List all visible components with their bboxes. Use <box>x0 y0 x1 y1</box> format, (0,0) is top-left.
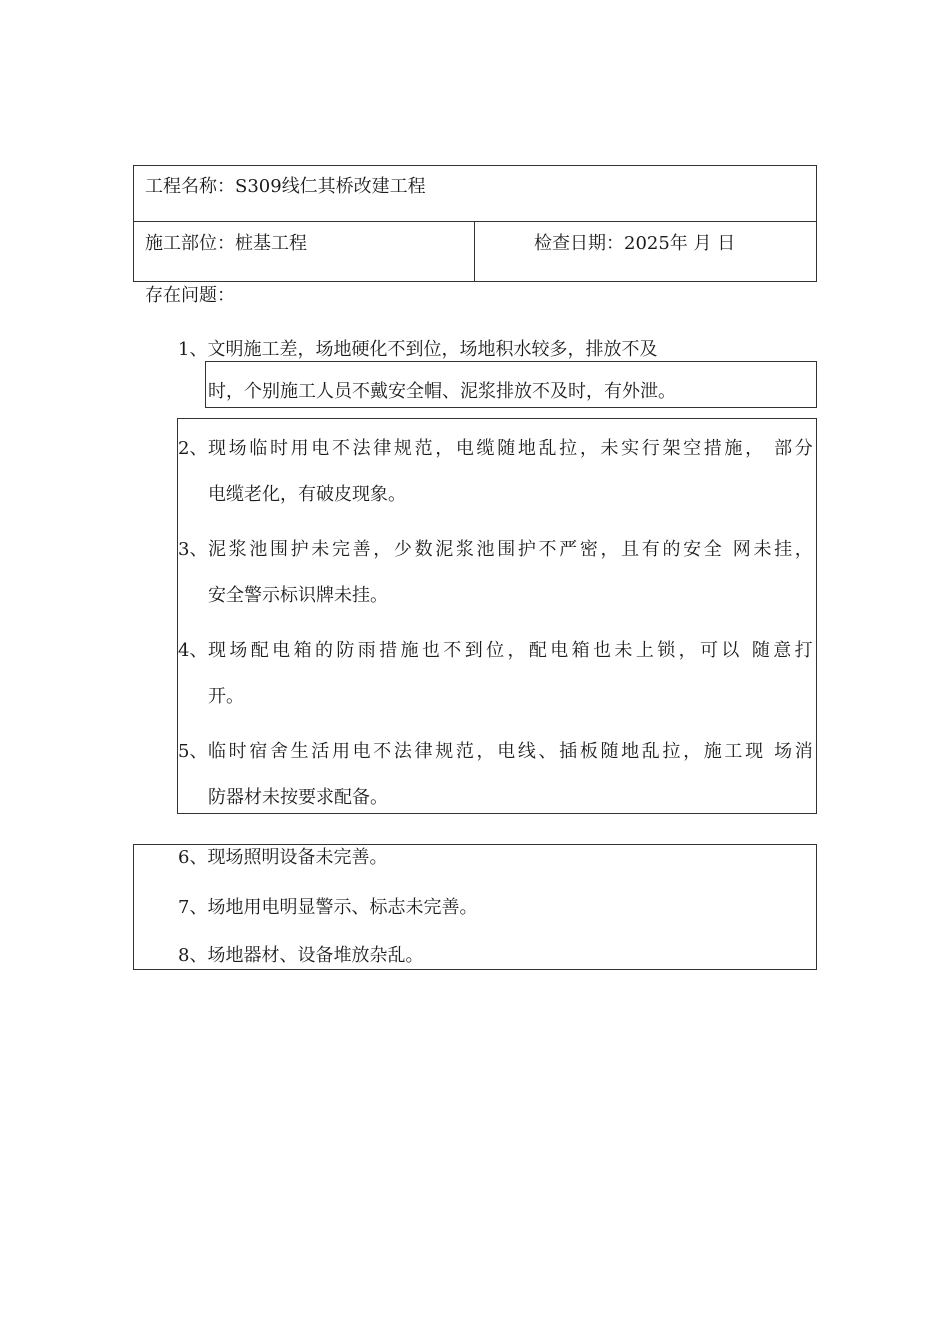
section-label: 施工部位： <box>145 233 235 254</box>
project-name: S309线仁其桥改建工程 <box>235 176 426 197</box>
problem-7-text: 场地用电明显警示、标志未完善。 <box>207 897 478 918</box>
problem-3-number: 3、 <box>178 539 208 560</box>
problem-3-text-2: 安全警示标识牌未挂。 <box>208 585 388 606</box>
problem-2-text-1: 现 场 临 时 用 电 不 法 律 规 范 ， 电 缆 随 地 乱 拉 ， 未 实 行 架 空 措 施 ， 部 分 <box>208 438 813 459</box>
project-name-row <box>145 178 426 196</box>
problems-title: 存在问题： <box>145 285 235 306</box>
problem-5-text-2: 防器材未按要求配备。 <box>208 787 388 808</box>
problem-7 <box>178 899 477 917</box>
header-row-divider <box>133 221 817 222</box>
problem-4-text-2: 开。 <box>208 686 244 707</box>
date-row <box>534 235 735 253</box>
problem-2-text-2: 电缆老化，有破皮现象。 <box>208 484 406 505</box>
header-col-divider <box>474 221 475 282</box>
problem-4-text-1: 现 场 配 电 箱 的 防 雨 措 施 也 不 到 位 ， 配 电 箱 也 未 上 锁 ， 可 以 随 意 打 <box>208 640 813 661</box>
problem-7-number: 7、 <box>178 897 208 918</box>
date-label: 检查日期： <box>534 233 624 254</box>
problem-1-number: 1、 <box>178 339 208 360</box>
section-row <box>145 235 307 253</box>
project-label: 工程名称： <box>145 176 235 197</box>
problem-1-text-2: 时，个别施工人员不戴安全帽、泥浆排放不及时，有外泄。 <box>208 381 676 402</box>
problem-2-number: 2、 <box>178 438 208 459</box>
problem-1-line1 <box>178 341 657 359</box>
problem-5-text-1: 临 时 宿 舍 生 活 用 电 不 法 律 规 范 ， 电 线 、 插 板 随 地 乱 拉 ， 施 工 现 场 消 <box>208 741 813 762</box>
problem-3-text-1: 泥 浆 池 围 护 未 完 善 ， 少 数 泥 浆 池 围 护 不 严 密 ， 且 有 的 安 全 网 未 挂 ， <box>208 539 813 560</box>
problem-8-text: 场地器材、设备堆放杂乱。 <box>207 945 424 966</box>
problem-6-text: 现场照明设备未完善。 <box>207 847 388 868</box>
problem-8 <box>178 947 423 965</box>
problem-6 <box>178 849 387 867</box>
date-value: 2025年 月 日 <box>624 233 736 254</box>
problem-1-text-1: 文明施工差，场地硬化不到位，场地积水较多，排放不及 <box>207 339 658 360</box>
problem-4-number: 4、 <box>178 640 208 661</box>
problem-5-number: 5、 <box>178 741 208 762</box>
problem-6-number: 6、 <box>178 847 208 868</box>
section-value: 桩基工程 <box>235 233 307 254</box>
problem-8-number: 8、 <box>178 945 208 966</box>
